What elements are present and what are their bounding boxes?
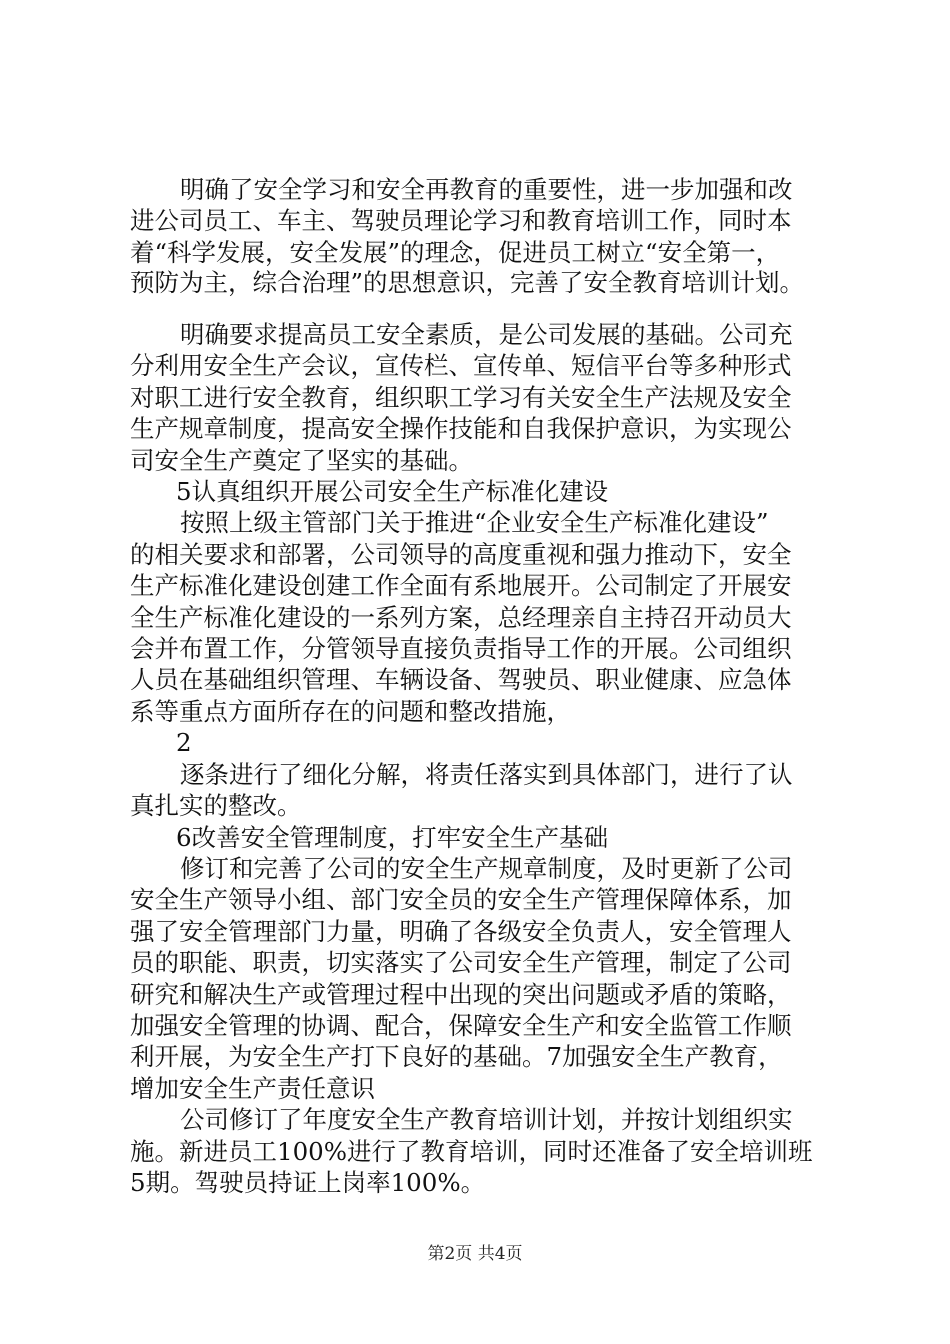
paragraph-3-line-5: 会并布置工作，分管领导直接负责指导工作的开展。公司组织 xyxy=(130,634,792,663)
paragraph-5-line-2: 安全生产领导小组、部门安全员的安全生产管理保障体系，加 xyxy=(130,885,792,914)
paragraph-6-line-2: 施。新进员工100%进行了教育培训，同时还准备了安全培训班 xyxy=(130,1137,813,1166)
section-heading-7-line-2: 增加安全生产责任意识 xyxy=(130,1074,375,1103)
paragraph-1-line-4: 预防为主，综合治理”的思想意识，完善了安全教育培训计划。 xyxy=(130,268,805,297)
paragraph-3-line-3: 生产标准化建设创建工作全面有系地展开。公司制定了开展安 xyxy=(130,571,792,600)
paragraph-3-line-4: 全生产标准化建设的一系列方案，总经理亲自主持召开动员大 xyxy=(130,603,792,632)
paragraph-5-line-4: 员的职能、职责，切实落实了公司安全生产管理，制定了公司 xyxy=(130,948,792,977)
inline-page-number: 2 xyxy=(176,728,192,757)
paragraph-5-line-5: 研究和解决生产或管理过程中出现的突出问题或矛盾的策略， xyxy=(130,980,792,1009)
paragraph-5-line-1: 修订和完善了公司的安全生产规章制度，及时更新了公司 xyxy=(180,854,793,883)
paragraph-1-line-1: 明确了安全学习和安全再教育的重要性，进一步加强和改 xyxy=(180,175,793,204)
paragraph-2-line-4: 生产规章制度，提高安全操作技能和自我保护意识，为实现公 xyxy=(130,414,792,443)
paragraph-5-line-7: 利开展，为安全生产打下良好的基础。7加强安全生产教育， xyxy=(130,1042,783,1071)
paragraph-3-line-2: 的相关要求和部署，公司领导的高度重视和强力推动下，安全 xyxy=(130,540,792,569)
paragraph-2-line-5: 司安全生产奠定了坚实的基础。 xyxy=(130,446,473,475)
paragraph-2-line-2: 分利用安全生产会议，宣传栏、宣传单、短信平台等多种形式 xyxy=(130,351,792,380)
paragraph-1-line-3: 着“科学发展，安全发展”的理念，促进员工树立“安全第一， xyxy=(130,238,781,267)
paragraph-5-line-3: 强了安全管理部门力量，明确了各级安全负责人，安全管理人 xyxy=(130,917,792,946)
paragraph-2-line-3: 对职工进行安全教育，组织职工学习有关安全生产法规及安全 xyxy=(130,383,792,412)
paragraph-6-line-3: 5期。驾驶员持证上岗率100%。 xyxy=(130,1168,486,1197)
section-heading-6: 6改善安全管理制度，打牢安全生产基础 xyxy=(176,823,609,852)
paragraph-6-line-1: 公司修订了年度安全生产教育培训计划，并按计划组织实 xyxy=(180,1105,793,1134)
paragraph-3-line-1: 按照上级主管部门关于推进“企业安全生产标准化建设” xyxy=(180,508,769,537)
paragraph-4-line-1: 逐条进行了细化分解，将责任落实到具体部门，进行了认 xyxy=(180,760,793,789)
section-heading-5: 5认真组织开展公司安全生产标准化建设 xyxy=(176,477,609,506)
paragraph-4-line-2: 真扎实的整改。 xyxy=(130,791,302,820)
paragraph-5-line-6: 加强安全管理的协调、配合，保障安全生产和安全监管工作顺 xyxy=(130,1011,792,1040)
paragraph-3-line-6: 人员在基础组织管理、车辆设备、驾驶员、职业健康、应急体 xyxy=(130,665,792,694)
paragraph-1-line-2: 进公司员工、车主、驾驶员理论学习和教育培训工作，同时本 xyxy=(130,206,792,235)
paragraph-2-line-1: 明确要求提高员工安全素质，是公司发展的基础。公司充 xyxy=(180,320,793,349)
paragraph-3-line-7: 系等重点方面所存在的问题和整改措施， xyxy=(130,697,571,726)
page-footer: 第2页 共4页 xyxy=(427,1244,523,1264)
